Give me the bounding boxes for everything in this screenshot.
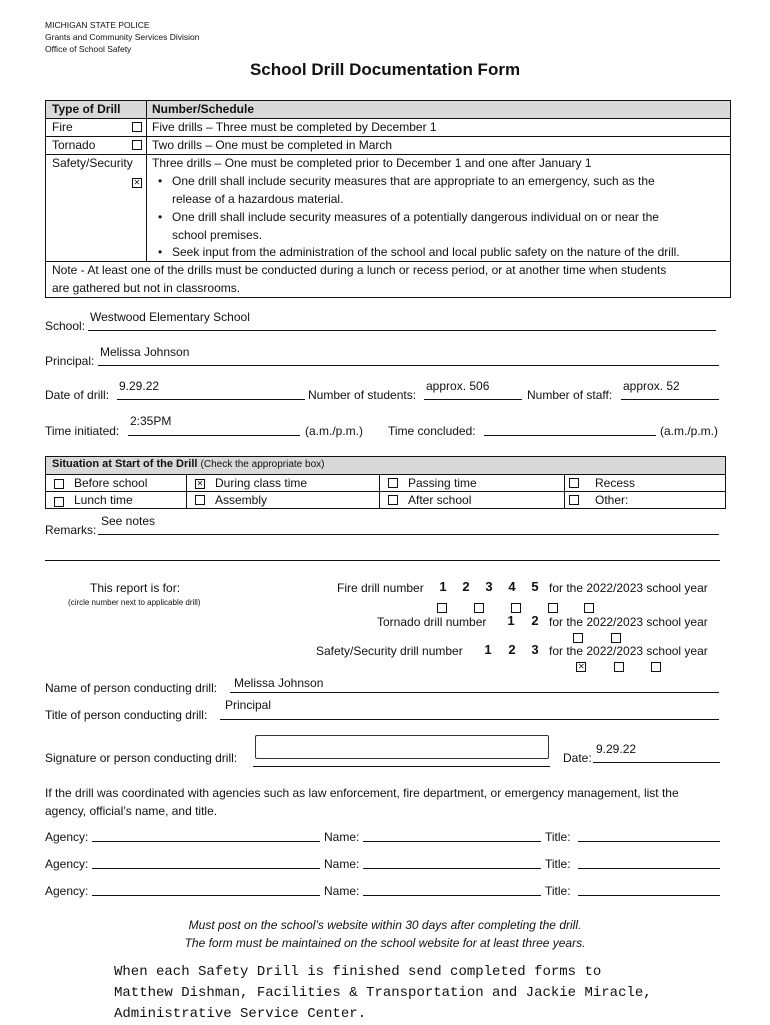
report-label: This report is for: xyxy=(90,581,181,595)
tornado-year-text: for the 2022/2023 school year xyxy=(549,615,708,629)
time-concluded-label: Time concluded: xyxy=(388,424,476,438)
principal-value: Melissa Johnson xyxy=(100,345,190,359)
agency-intro-b: agency, official’s name, and title. xyxy=(45,804,218,818)
agency-name-field-1[interactable] xyxy=(363,827,541,842)
during-class-label: During class time xyxy=(215,476,308,490)
bullet-1b: release of a hazardous material. xyxy=(172,192,344,206)
fire-checkbox[interactable] xyxy=(132,122,142,132)
during-class-checkbox[interactable] xyxy=(195,479,205,489)
bullet-dot: • xyxy=(158,210,163,224)
safety-year-text: for the 2022/2023 school year xyxy=(549,644,708,658)
safety-1-checkbox[interactable] xyxy=(576,662,586,672)
footer-line-1: Must post on the school’s website within 30 days after completing the drill. xyxy=(188,918,582,932)
date-label: Date of drill: xyxy=(45,388,110,402)
situation-table xyxy=(45,456,726,509)
type-fire: Fire xyxy=(52,120,73,134)
division-name: Grants and Community Services Division xyxy=(45,32,200,42)
type-safety: Safety/Security xyxy=(52,156,133,170)
note-line-b: are gathered but not in classrooms. xyxy=(52,281,241,295)
passing-time-label: Passing time xyxy=(408,476,477,490)
time-concluded-field[interactable] xyxy=(484,421,656,436)
after-school-checkbox[interactable] xyxy=(388,495,398,505)
report-hint: (circle number next to applicable drill) xyxy=(68,598,201,607)
fire-3-checkbox[interactable] xyxy=(511,603,521,613)
fire-number-1[interactable]: 1 xyxy=(439,579,447,594)
recess-checkbox[interactable] xyxy=(569,478,579,488)
bullet-3: Seek input from the administration of the school and local public safety on the nature of the drill. xyxy=(172,245,680,259)
type-tornado: Tornado xyxy=(52,138,96,152)
agency-field-2[interactable] xyxy=(92,854,320,869)
tornado-checkbox[interactable] xyxy=(132,140,142,150)
other-label: Other: xyxy=(595,493,629,507)
students-label: Number of students: xyxy=(308,388,417,402)
agency-name-label-1: Name: xyxy=(324,830,360,844)
agency-title-label-2: Title: xyxy=(545,857,571,871)
tornado-1-checkbox[interactable] xyxy=(573,633,583,643)
col-schedule-header: Number/Schedule xyxy=(152,102,255,116)
agency-field-1[interactable] xyxy=(92,827,320,842)
safety-2-checkbox[interactable] xyxy=(614,662,624,672)
agency-label-1: Agency: xyxy=(45,830,89,844)
agency-name-label-2: Name: xyxy=(324,857,360,871)
bullet-1a: One drill shall include security measures that are appropriate to an emergency, such as the xyxy=(172,174,655,188)
agency-title-label-1: Title: xyxy=(545,830,571,844)
tornado-schedule: Two drills – One must be completed in March xyxy=(152,138,393,152)
fire-number-4[interactable]: 4 xyxy=(508,579,516,594)
form-title: School Drill Documentation Form xyxy=(249,60,521,79)
agency-field-3[interactable] xyxy=(92,881,320,896)
org-name: MICHIGAN STATE POLICE xyxy=(45,20,150,30)
remarks-field-line-2[interactable] xyxy=(45,546,720,561)
fire-4-checkbox[interactable] xyxy=(548,603,558,613)
agency-label-2: Agency: xyxy=(45,857,89,871)
safety-3-checkbox[interactable] xyxy=(651,662,661,672)
fire-5-checkbox[interactable] xyxy=(584,603,594,613)
agency-intro-a: If the drill was coordinated with agencies such as law enforcement, fire department, or emergency management, list the xyxy=(45,786,679,800)
fire-year-text: for the 2022/2023 school year xyxy=(549,581,708,595)
agency-title-field-3[interactable] xyxy=(578,881,720,896)
conductor-title-field[interactable] xyxy=(220,705,719,720)
fire-drill-number-label: Fire drill number xyxy=(337,581,424,595)
after-school-label: After school xyxy=(408,493,472,507)
agency-name-field-3[interactable] xyxy=(363,881,541,896)
safety-drill-number-label: Safety/Security drill number xyxy=(316,644,463,658)
other-checkbox[interactable] xyxy=(569,495,579,505)
staff-label: Number of staff: xyxy=(527,388,613,402)
school-value: Westwood Elementary School xyxy=(90,310,250,324)
office-name: Office of School Safety xyxy=(45,44,132,54)
passing-time-checkbox[interactable] xyxy=(388,478,398,488)
note-line-a: Note - At least one of the drills must be conducted during a lunch or recess period, or at another time when students xyxy=(52,263,667,277)
time-initiated-value: 2:35PM xyxy=(130,414,172,428)
bullet-2b: school premises. xyxy=(172,228,263,242)
students-value: approx. 506 xyxy=(426,379,490,393)
footer-mono-2: Matthew Dishman, Facilities & Transportation and Jackie Miracle, xyxy=(114,985,652,1001)
fire-number-5[interactable]: 5 xyxy=(531,579,539,594)
footer-mono-1: When each Safety Drill is finished send completed forms to xyxy=(114,964,602,980)
agency-name-field-2[interactable] xyxy=(363,854,541,869)
conductor-title-value: Principal xyxy=(225,698,272,712)
principal-label: Principal: xyxy=(45,354,95,368)
principal-field[interactable] xyxy=(98,351,719,366)
lunch-time-label: Lunch time xyxy=(74,493,133,507)
agency-title-field-1[interactable] xyxy=(578,827,720,842)
lunch-time-checkbox[interactable] xyxy=(54,497,64,507)
assembly-label: Assembly xyxy=(215,493,268,507)
tornado-number-1[interactable]: 1 xyxy=(507,613,515,628)
conductor-title-label: Title of person conducting drill: xyxy=(45,708,208,722)
signature-label: Signature or person conducting drill: xyxy=(45,751,238,765)
safety-number-2[interactable]: 2 xyxy=(508,642,516,657)
drill-table xyxy=(45,100,731,298)
time-initiated-label: Time initiated: xyxy=(45,424,120,438)
conductor-name-label: Name of person conducting drill: xyxy=(45,681,218,695)
school-label: School: xyxy=(45,319,86,333)
fire-schedule: Five drills – Three must be completed by December 1 xyxy=(152,120,437,134)
fire-number-2[interactable]: 2 xyxy=(462,579,470,594)
ampm-label: (a.m./p.m.) xyxy=(305,424,364,438)
agency-name-label-3: Name: xyxy=(324,884,360,898)
safety-number-1[interactable]: 1 xyxy=(484,642,492,657)
tornado-drill-number-label: Tornado drill number xyxy=(377,615,487,629)
remarks-label: Remarks: xyxy=(45,523,97,537)
col-type-header: Type of Drill xyxy=(52,102,121,116)
footer-line-2: The form must be maintained on the school website for at least three years. xyxy=(184,936,586,950)
situation-heading: Situation at Start of the Drill (Check the appropriate box) xyxy=(52,458,325,470)
footer-mono-3: Administrative Service Center. xyxy=(114,1006,367,1022)
ampm-label-2: (a.m./p.m.) xyxy=(660,424,719,438)
tornado-2-checkbox[interactable] xyxy=(611,633,621,643)
agency-title-field-2[interactable] xyxy=(578,854,720,869)
bullet-dot: • xyxy=(158,245,163,259)
date-value: 9.29.22 xyxy=(119,379,160,393)
signature-date-value: 9.29.22 xyxy=(596,742,637,756)
bullet-dot: • xyxy=(158,174,163,188)
staff-value: approx. 52 xyxy=(623,379,680,393)
signature-box[interactable] xyxy=(255,735,549,759)
bullet-2a: One drill shall include security measures of a potentially dangerous individual on or near the xyxy=(172,210,659,224)
agency-title-label-3: Title: xyxy=(545,884,571,898)
tornado-number-2[interactable]: 2 xyxy=(531,613,539,628)
before-school-checkbox[interactable] xyxy=(54,479,64,489)
agency-label-3: Agency: xyxy=(45,884,89,898)
fire-2-checkbox[interactable] xyxy=(474,603,484,613)
before-school-label: Before school xyxy=(74,476,148,490)
remarks-value: See notes xyxy=(101,514,156,528)
conductor-name-value: Melissa Johnson xyxy=(234,676,324,690)
recess-label: Recess xyxy=(595,476,636,490)
safety-checkbox[interactable] xyxy=(132,178,142,188)
signature-date-label: Date: xyxy=(563,751,592,765)
fire-number-3[interactable]: 3 xyxy=(485,579,493,594)
safety-number-3[interactable]: 3 xyxy=(531,642,539,657)
safety-schedule: Three drills – One must be completed prior to December 1 and one after January 1 xyxy=(152,156,592,170)
assembly-checkbox[interactable] xyxy=(195,495,205,505)
fire-1-checkbox[interactable] xyxy=(437,603,447,613)
remarks-field[interactable] xyxy=(98,520,719,535)
